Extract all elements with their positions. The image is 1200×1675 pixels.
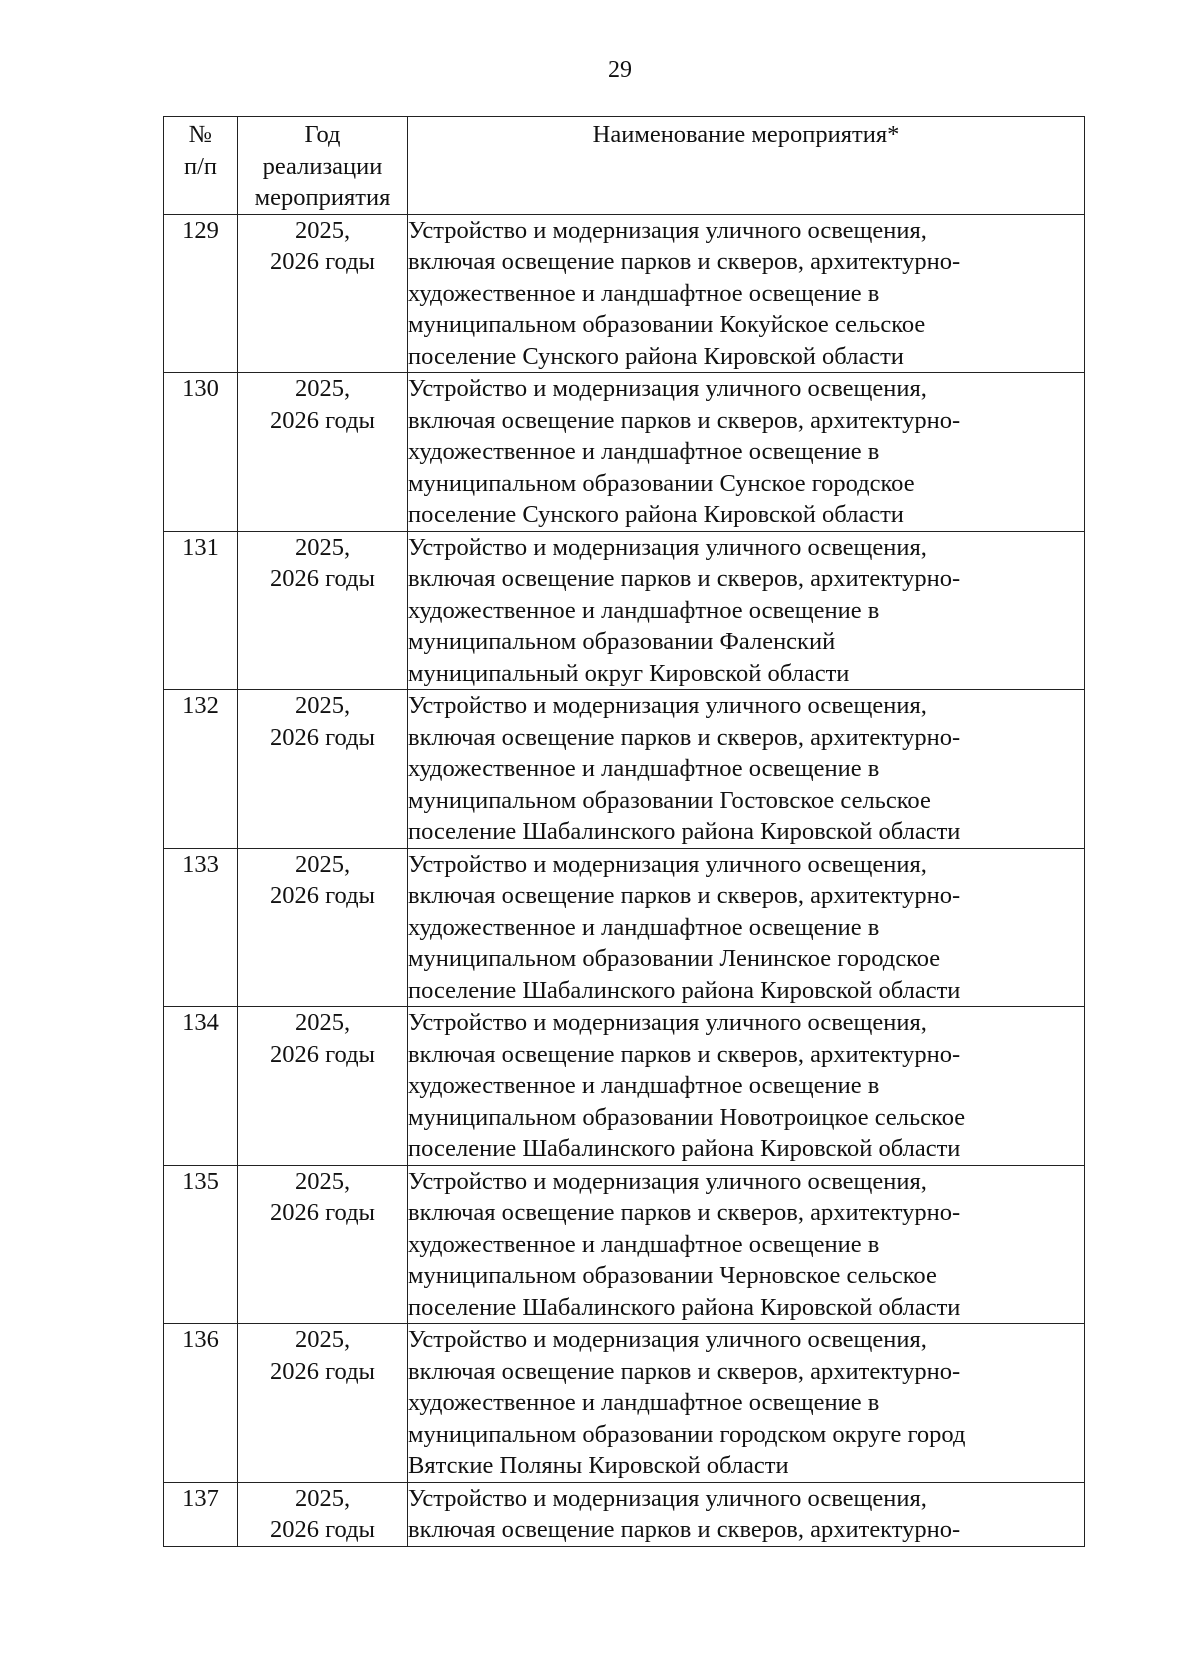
table-row	[164, 1007, 1085, 1166]
row-event-name-line: включая освещение парков и скверов, архитектурно-	[408, 1199, 961, 1226]
table-row	[164, 1482, 1085, 1546]
row-event-name	[408, 1482, 1085, 1546]
row-event-name-line: муниципальном образовании городском округе город	[408, 1420, 966, 1448]
row-year	[238, 531, 408, 690]
row-event-name-line: Устройство и модернизация уличного освещения,	[408, 1167, 927, 1195]
row-year	[238, 373, 408, 532]
table-row	[164, 1324, 1085, 1483]
row-event-name-line: Устройство и модернизация уличного освещения,	[408, 216, 927, 244]
row-event-name-line: Устройство и модернизация уличного освещения,	[408, 533, 927, 561]
header-number-line: №	[188, 121, 213, 148]
row-year-line: 2026 годы	[269, 1199, 376, 1226]
row-event-name-line: художественное и ландшафтное освещение в	[408, 1230, 880, 1258]
row-year-line: 2025,	[294, 533, 351, 561]
row-event-name-line: художественное и ландшафтное освещение в	[408, 755, 880, 782]
row-year-line: 2026 годы	[269, 406, 376, 434]
row-event-name-line: включая освещение парков и скверов, архитектурно-	[408, 565, 961, 592]
table-row	[164, 1165, 1085, 1324]
row-year-line: 2026 годы	[269, 723, 376, 751]
row-event-name-line: включая освещение парков и скверов, архитектурно-	[408, 1040, 961, 1068]
row-year-line: 2025,	[294, 1326, 351, 1353]
row-event-name-line: муниципальном образовании Ленинское городское	[408, 945, 941, 972]
row-number: 131	[164, 531, 238, 690]
row-event-name-line: муниципальный округ Кировской области	[408, 659, 850, 687]
row-number: 132	[164, 690, 238, 849]
row-year-line: 2025,	[294, 850, 351, 878]
row-year-line: 2026 годы	[269, 1516, 376, 1543]
row-event-name-line: Устройство и модернизация уличного освещения,	[408, 1484, 927, 1512]
row-year-line: 2025,	[294, 375, 351, 402]
row-number: 134	[164, 1007, 238, 1166]
row-year	[238, 1324, 408, 1483]
row-event-name	[408, 1007, 1085, 1166]
row-event-name	[408, 214, 1085, 373]
row-event-name-line: Устройство и модернизация уличного освещения,	[408, 375, 927, 402]
row-event-name-line: художественное и ландшафтное освещение в	[408, 1072, 880, 1099]
events-table	[163, 116, 1085, 1547]
row-year-line: 2026 годы	[269, 1357, 376, 1385]
header-event-name: Наименование мероприятия*	[408, 117, 1085, 215]
row-event-name-line: Устройство и модернизация уличного освещения,	[408, 1326, 927, 1353]
row-event-name	[408, 1324, 1085, 1483]
row-number: 133	[164, 848, 238, 1007]
row-number: 129	[164, 214, 238, 373]
row-event-name-line: поселение Шабалинского района Кировской области	[408, 818, 961, 845]
row-event-name-line: поселение Шабалинского района Кировской области	[408, 1135, 961, 1162]
row-event-name	[408, 1165, 1085, 1324]
row-event-name-line: включая освещение парков и скверов, архитектурно-	[408, 406, 961, 434]
row-year-line: 2026 годы	[269, 1040, 376, 1068]
row-year-line: 2026 годы	[269, 248, 376, 275]
row-event-name-line: Вятские Поляны Кировской области	[408, 1452, 789, 1479]
table-row	[164, 848, 1085, 1007]
table-row	[164, 690, 1085, 849]
header-year	[238, 117, 408, 215]
row-event-name-line: художественное и ландшафтное освещение в	[408, 279, 880, 307]
row-event-name-line: художественное и ландшафтное освещение в	[408, 438, 880, 465]
row-event-name-line: художественное и ландшафтное освещение в	[408, 596, 880, 624]
row-number: 136	[164, 1324, 238, 1483]
row-event-name	[408, 848, 1085, 1007]
row-year-line: 2025,	[294, 1484, 351, 1512]
row-event-name-line: муниципальном образовании Сунское городское	[408, 469, 915, 497]
header-number	[164, 117, 238, 215]
header-number-line: п/п	[183, 152, 218, 180]
row-event-name-line: поселение Шабалинского района Кировской области	[408, 976, 961, 1004]
header-year-line: реализации	[262, 152, 383, 180]
row-year	[238, 690, 408, 849]
row-event-name-line: Устройство и модернизация уличного освещения,	[408, 692, 927, 719]
table-row	[164, 214, 1085, 373]
table-header-row	[164, 117, 1085, 215]
row-year	[238, 1482, 408, 1546]
row-year-line: 2026 годы	[269, 565, 376, 592]
table-body	[164, 214, 1085, 1546]
page-number: 29	[608, 57, 632, 83]
row-event-name-line: муниципальном образовании Фаленский	[408, 628, 836, 655]
table-row	[164, 531, 1085, 690]
row-year-line: 2026 годы	[269, 882, 376, 909]
row-number: 130	[164, 373, 238, 532]
row-event-name-line: поселение Шабалинского района Кировской области	[408, 1293, 961, 1321]
row-event-name	[408, 531, 1085, 690]
row-event-name	[408, 690, 1085, 849]
row-year-line: 2025,	[294, 216, 351, 244]
header-year-line: Год	[304, 121, 341, 148]
row-event-name-line: Устройство и модернизация уличного освещения,	[408, 850, 927, 878]
row-event-name-line: включая освещение парков и скверов, архитектурно-	[408, 882, 961, 909]
row-event-name-line: художественное и ландшафтное освещение в	[408, 1389, 880, 1416]
row-year	[238, 848, 408, 1007]
row-year	[238, 1007, 408, 1166]
row-event-name-line: художественное и ландшафтное освещение в	[408, 913, 880, 941]
row-year-line: 2025,	[294, 1167, 351, 1195]
row-event-name-line: Устройство и модернизация уличного освещения,	[408, 1009, 927, 1036]
row-event-name	[408, 373, 1085, 532]
row-event-name-line: включая освещение парков и скверов, архитектурно-	[408, 1516, 961, 1543]
row-event-name-line: поселение Сунского района Кировской области	[408, 501, 904, 528]
row-event-name-line: включая освещение парков и скверов, архитектурно-	[408, 1357, 961, 1385]
row-event-name-line: муниципальном образовании Черновское сельское	[408, 1262, 937, 1289]
row-event-name-line: муниципальном образовании Новотроицкое сельское	[408, 1103, 966, 1131]
row-year-line: 2025,	[294, 1009, 351, 1036]
header-year-line: мероприятия	[254, 184, 391, 211]
table-row	[164, 373, 1085, 532]
row-event-name-line: муниципальном образовании Гостовское сельское	[408, 786, 931, 814]
row-number: 137	[164, 1482, 238, 1546]
row-year	[238, 1165, 408, 1324]
row-number: 135	[164, 1165, 238, 1324]
row-event-name-line: включая освещение парков и скверов, архитектурно-	[408, 723, 961, 751]
row-event-name-line: муниципальном образовании Кокуйское сельское	[408, 311, 926, 338]
row-year-line: 2025,	[294, 692, 351, 719]
row-event-name-line: включая освещение парков и скверов, архитектурно-	[408, 248, 961, 275]
row-event-name-line: поселение Сунского района Кировской области	[408, 342, 904, 370]
row-year	[238, 214, 408, 373]
